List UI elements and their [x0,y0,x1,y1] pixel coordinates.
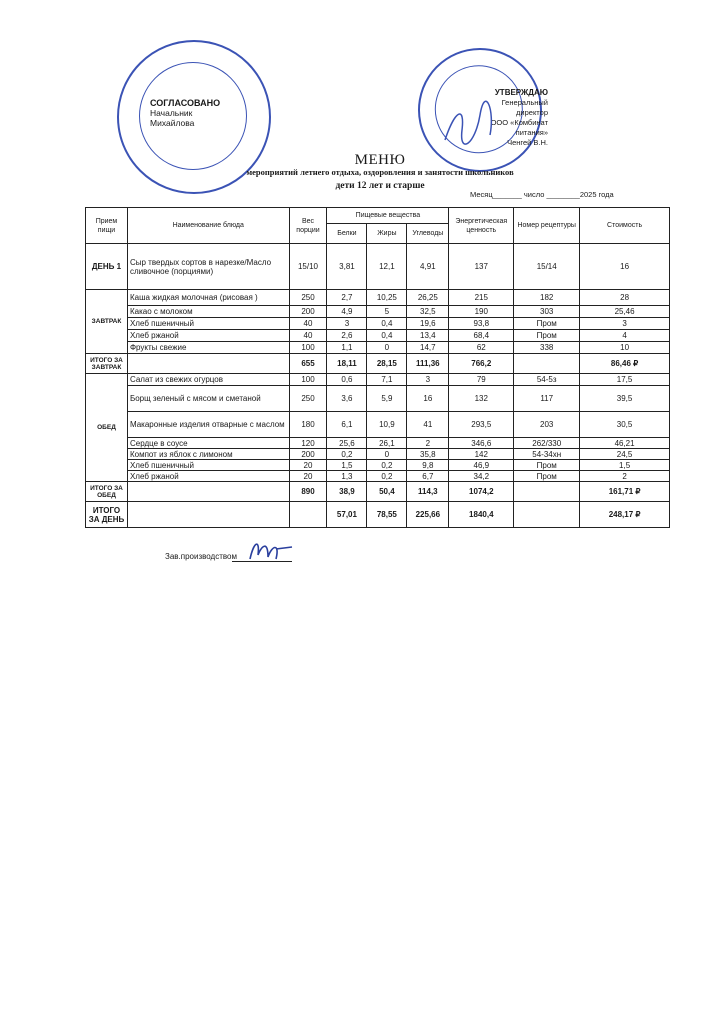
dish-name: Каша жидкая молочная (рисовая ) [127,290,289,306]
cell-energy: 46,9 [449,460,514,471]
breakfast-label: ЗАВТРАК [86,290,128,354]
cell-fat: 7,1 [367,374,407,386]
cell-recipe: 117 [514,386,580,412]
cell-fat: 0,2 [367,460,407,471]
cell-fat: 26,1 [367,438,407,449]
table-row [86,471,670,482]
breakfast-total-row [86,354,670,374]
header-energy: Энергетическая ценность [449,208,514,244]
header-meal: Прием пищи [86,208,128,244]
menu-table [85,207,670,528]
cell-carbs: 3 [407,374,449,386]
breakfast-total-label: ИТОГО ЗА ЗАВТРАК [86,354,128,374]
cell-fat: 50,4 [367,482,407,502]
table-row [86,374,670,386]
cell-fat: 0,4 [367,330,407,342]
cell-protein: 57,01 [327,502,367,528]
table-row [86,449,670,460]
approval-left-line: Михайлова [150,118,195,128]
cell-recipe: Пром [514,460,580,471]
cell-fat: 0,4 [367,318,407,330]
cell-energy: 1840,4 [449,502,514,528]
cell-fat: 28,15 [367,354,407,374]
cell-cost: 17,5 [580,374,670,386]
cell-weight: 100 [289,342,327,354]
cell-carbs: 16 [407,386,449,412]
cell-recipe: Пром [514,471,580,482]
cell-recipe: Пром [514,330,580,342]
cell-protein: 4,9 [327,306,367,318]
cell-weight: 250 [289,290,327,306]
cell-weight: 200 [289,449,327,460]
cell-energy: 79 [449,374,514,386]
cell-carbs: 35,8 [407,449,449,460]
cell-carbs: 225,66 [407,502,449,528]
cell-protein: 38,9 [327,482,367,502]
cell-protein: 2,6 [327,330,367,342]
approval-right-title: УТВЕРЖДАЮ [494,88,548,97]
cell-carbs: 14,7 [407,342,449,354]
cell-energy: 346,6 [449,438,514,449]
cell-protein: 0,2 [327,449,367,460]
cell-carbs: 41 [407,412,449,438]
table-row [86,290,670,306]
approval-left [150,98,220,128]
cell-energy: 132 [449,386,514,412]
cell-weight: 200 [289,306,327,318]
cell-weight: 15/10 [289,244,327,290]
cell-protein: 3,6 [327,386,367,412]
age-group: дети 12 лет и старше [335,181,425,191]
cell-protein: 6,1 [327,412,367,438]
cell-weight: 655 [289,354,327,374]
cell-cost: 248,17 ₽ [580,502,670,528]
cell-recipe: 54-34хн [514,449,580,460]
cell-cost: 10 [580,342,670,354]
cell-fat: 10,25 [367,290,407,306]
cell-recipe: 303 [514,306,580,318]
header-nutrients: Пищевые вещества [327,208,449,224]
dish-name: Хлеб пшеничный [127,318,289,330]
dish-name [127,482,289,502]
cell-carbs: 111,36 [407,354,449,374]
cell-weight: 40 [289,318,327,330]
cell-energy: 190 [449,306,514,318]
cell-energy: 293,5 [449,412,514,438]
approval-right-line: Генеральный директор [501,98,548,117]
approval-right-signature-icon [440,100,500,150]
cell-cost: 30,5 [580,412,670,438]
cell-fat: 5,9 [367,386,407,412]
cell-weight: 890 [289,482,327,502]
cell-protein: 25,6 [327,438,367,449]
cell-energy: 215 [449,290,514,306]
cell-carbs: 13,4 [407,330,449,342]
cell-cost: 2 [580,471,670,482]
dish-name: Борщ зеленый с мясом и сметаной [127,386,289,412]
cell-cost: 24,5 [580,449,670,460]
cell-protein: 3,81 [327,244,367,290]
cell-cost: 25,46 [580,306,670,318]
cell-carbs: 32,5 [407,306,449,318]
cell-energy: 142 [449,449,514,460]
approval-left-line: Начальник [150,108,193,118]
table-row [86,438,670,449]
cell-protein: 0,6 [327,374,367,386]
day-total-row [86,502,670,528]
lunch-total-label: ИТОГО ЗА ОБЕД [86,482,128,502]
cell-cost: 1,5 [580,460,670,471]
dish-name: Сыр твердых сортов в нарезке/Масло сливочное (порциями) [127,244,289,290]
cell-weight: 20 [289,460,327,471]
cell-protein: 3 [327,318,367,330]
cell-weight: 180 [289,412,327,438]
dish-name: Хлеб пшеничный [127,460,289,471]
header-recipe: Номер рецептуры [514,208,580,244]
cell-weight [289,502,327,528]
cell-recipe: 262/330 [514,438,580,449]
header-protein: Белки [327,224,367,244]
document-title: МЕНЮ [354,152,406,168]
cell-recipe: 203 [514,412,580,438]
cell-weight: 40 [289,330,327,342]
cell-cost: 161,71 ₽ [580,482,670,502]
cell-carbs: 2 [407,438,449,449]
table-row [86,342,670,354]
table-row [86,306,670,318]
cell-recipe: 15/14 [514,244,580,290]
cell-cost: 46,21 [580,438,670,449]
cell-carbs: 19,6 [407,318,449,330]
dish-name [127,502,289,528]
cell-weight: 100 [289,374,327,386]
date-line: Месяц_______ число ________2025 года [470,190,614,199]
cell-fat: 0 [367,449,407,460]
cell-weight: 120 [289,438,327,449]
cell-energy: 62 [449,342,514,354]
table-row [86,244,670,290]
cell-protein: 1,1 [327,342,367,354]
cell-fat: 5 [367,306,407,318]
table-row [86,318,670,330]
cell-protein: 18,11 [327,354,367,374]
table-row [86,386,670,412]
cell-fat: 10,9 [367,412,407,438]
document-subtitle: мероприятий летнего отдыха, оздоровления и занятости школьников [246,167,514,177]
dish-name: Компот из яблок с лимоном [127,449,289,460]
cell-energy: 137 [449,244,514,290]
cell-recipe [514,354,580,374]
approval-left-title: СОГЛАСОВАНО [150,98,221,108]
cell-cost: 16 [580,244,670,290]
cell-protein: 1,5 [327,460,367,471]
cell-carbs: 9,8 [407,460,449,471]
header-weight: Вес порции [289,208,327,244]
cell-cost: 4 [580,330,670,342]
approval-right-line: Ченгей В.Н. [507,138,548,147]
cell-carbs: 6,7 [407,471,449,482]
cell-carbs: 114,3 [407,482,449,502]
cell-energy: 766,2 [449,354,514,374]
footer-label: Зав.производством [165,552,237,561]
cell-recipe: 54-5з [514,374,580,386]
cell-carbs: 26,25 [407,290,449,306]
cell-fat: 0,2 [367,471,407,482]
cell-carbs: 4,91 [407,244,449,290]
cell-recipe: Пром [514,318,580,330]
header-cost: Стоимость [580,208,670,244]
cell-energy: 68,4 [449,330,514,342]
cell-protein: 1,3 [327,471,367,482]
cell-energy: 1074,2 [449,482,514,502]
cell-fat: 78,55 [367,502,407,528]
cell-recipe [514,482,580,502]
approval-right-line: ООО «Комбинат питания» [490,118,548,137]
cell-weight: 20 [289,471,327,482]
cell-fat: 12,1 [367,244,407,290]
cell-cost: 39,5 [580,386,670,412]
dish-name: Хлеб ржаной [127,330,289,342]
dish-name: Хлеб ржаной [127,471,289,482]
cell-recipe [514,502,580,528]
table-row [86,460,670,471]
cell-weight: 250 [289,386,327,412]
dish-name: Макаронные изделия отварные с маслом [127,412,289,438]
dish-name: Сердце в соусе [127,438,289,449]
lunch-total-row [86,482,670,502]
cell-fat: 0 [367,342,407,354]
cell-energy: 34,2 [449,471,514,482]
day-total-label: ИТОГО ЗА ДЕНЬ [86,502,128,528]
cell-recipe: 182 [514,290,580,306]
dish-name: Какао с молоком [127,306,289,318]
dish-name: Фрукты свежие [127,342,289,354]
header-carbs: Углеводы [407,224,449,244]
cell-energy: 93,8 [449,318,514,330]
table-row [86,330,670,342]
day-label: ДЕНЬ 1 [86,244,128,290]
cell-cost: 86,46 ₽ [580,354,670,374]
cell-cost: 28 [580,290,670,306]
dish-name: Салат из свежих огурцов [127,374,289,386]
header-fat: Жиры [367,224,407,244]
cell-recipe: 338 [514,342,580,354]
header-dish: Наименование блюда [127,208,289,244]
dish-name [127,354,289,374]
lunch-label: ОБЕД [86,374,128,482]
table-row [86,412,670,438]
cell-protein: 2,7 [327,290,367,306]
signature-icon [246,535,296,565]
cell-cost: 3 [580,318,670,330]
